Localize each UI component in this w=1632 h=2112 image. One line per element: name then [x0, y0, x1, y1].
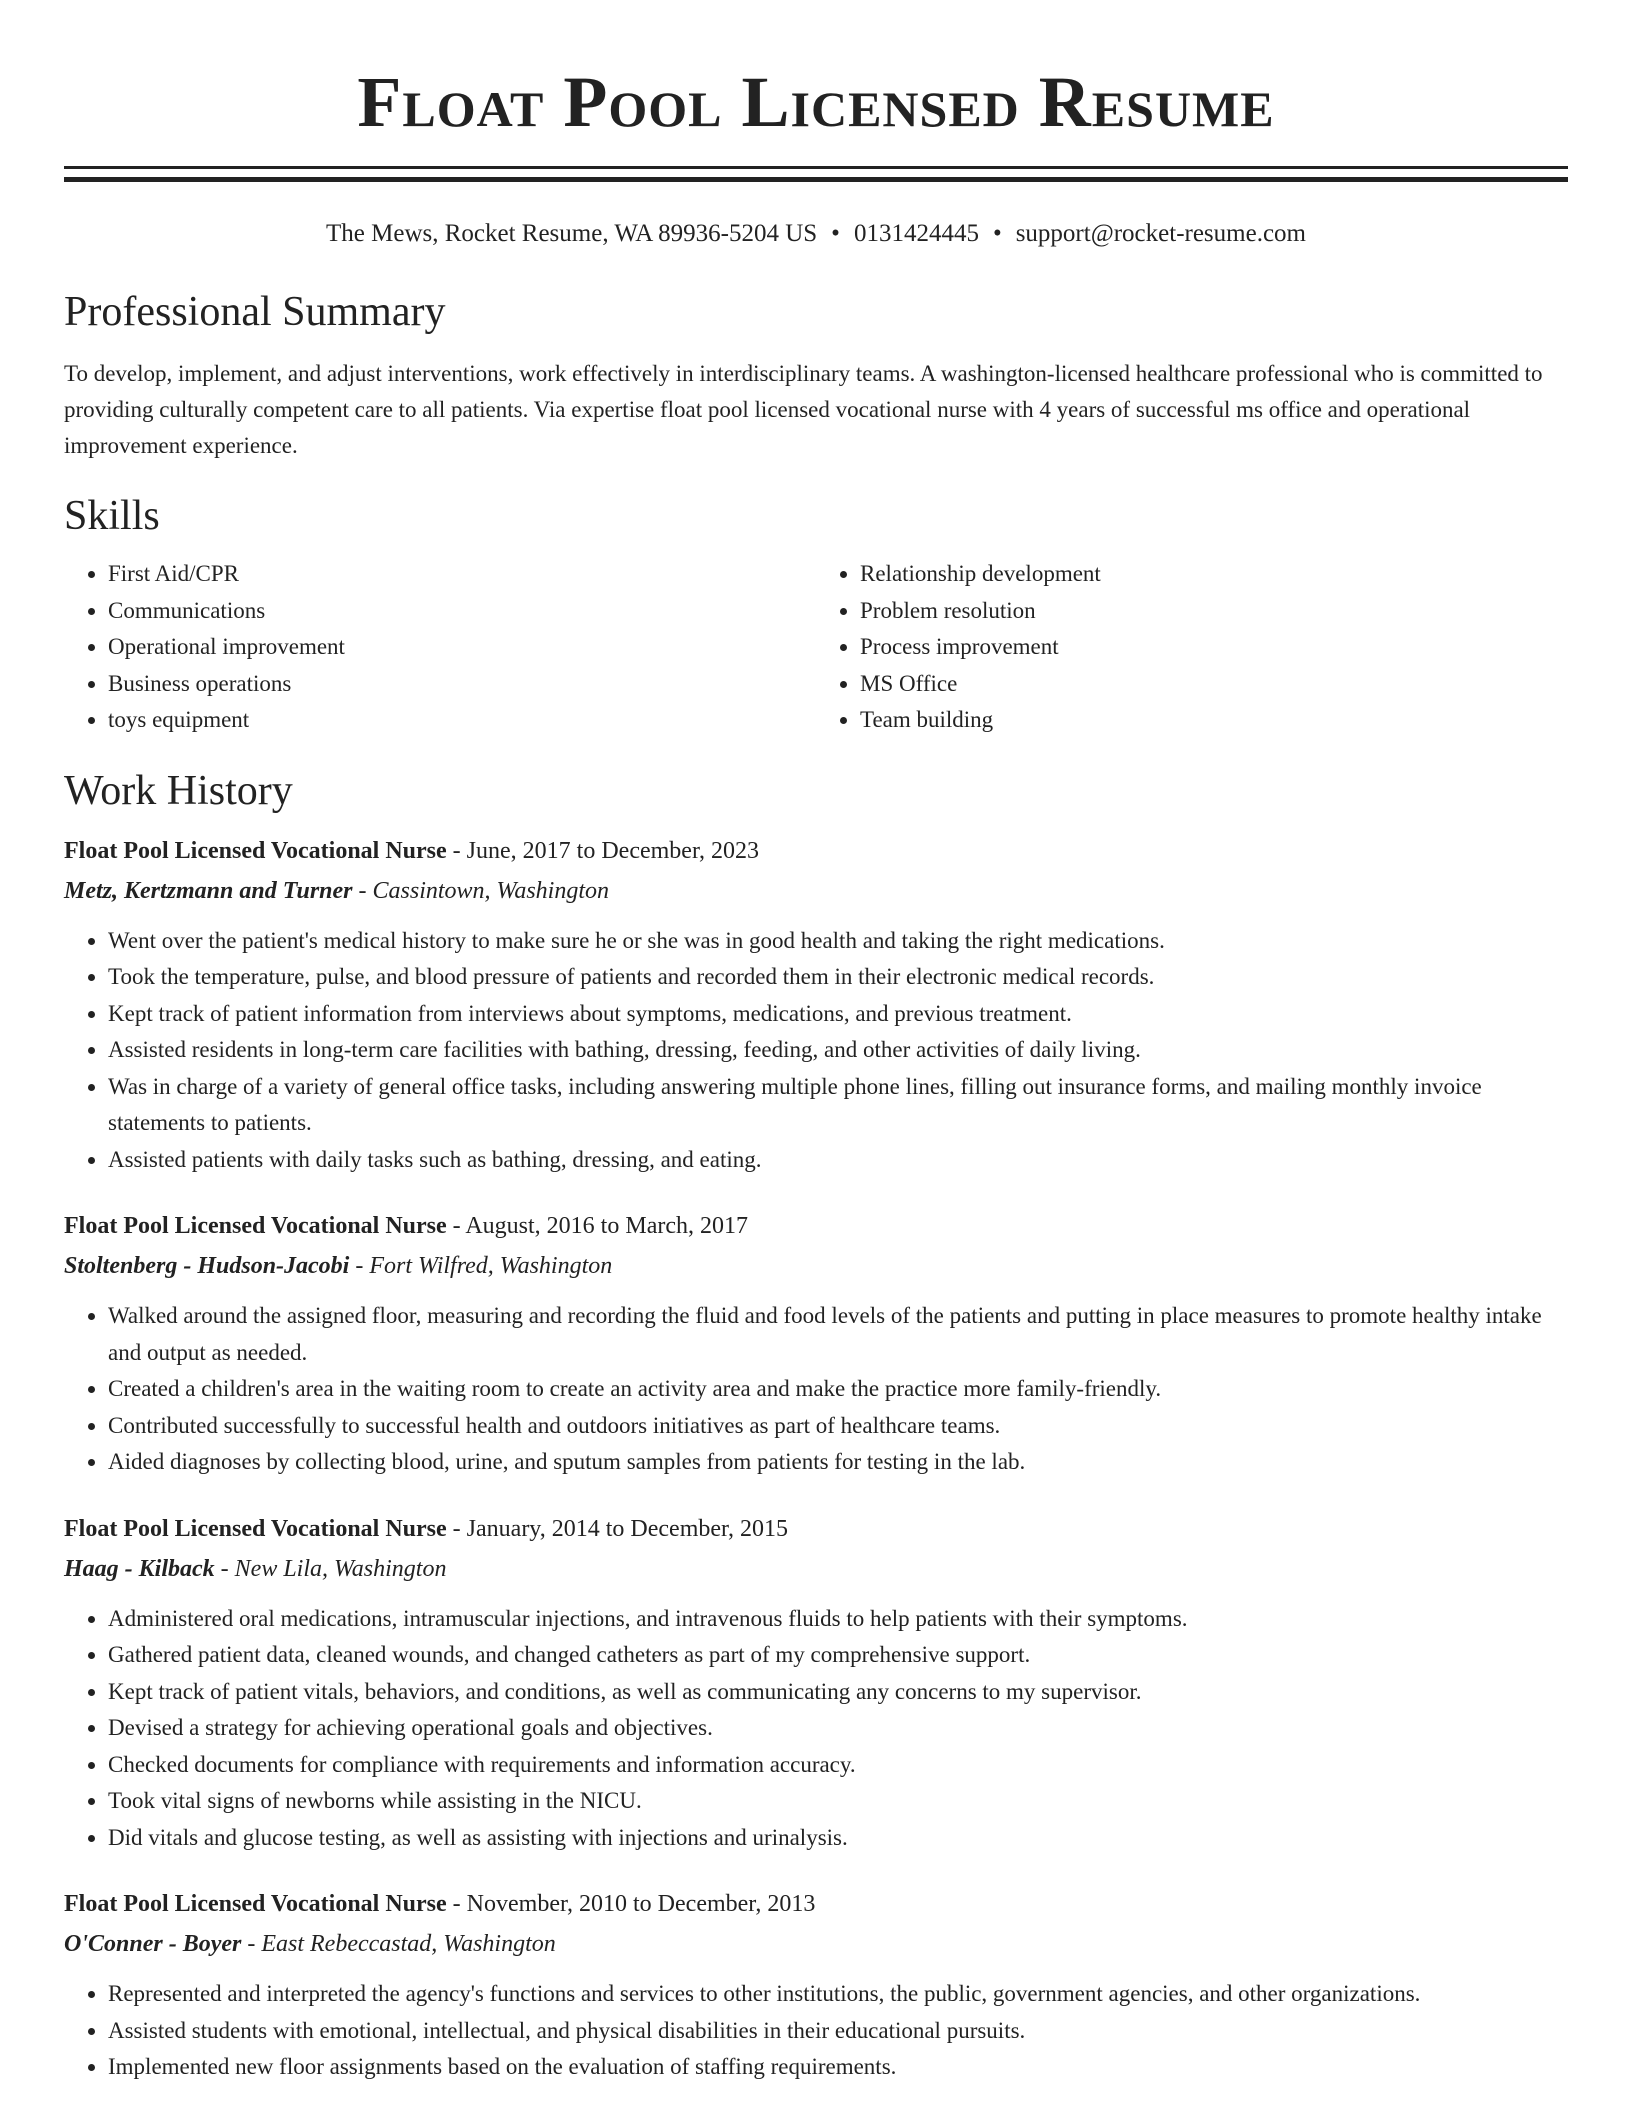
duty-item: • Took vital signs of newborns while assisting in the NICU.: [108, 1783, 1568, 1820]
company-name: O'Conner - Boyer: [64, 1931, 242, 1957]
job-title: Float Pool Licensed Vocational Nurse: [64, 837, 447, 864]
job-entry: [64, 1509, 1568, 1857]
duty-item: • Devised a strategy for achieving operational goals and objectives.: [108, 1710, 1568, 1747]
company-line: [64, 1246, 1568, 1286]
contact-separator: •: [992, 220, 1002, 247]
duty-item: • Assisted patients with daily tasks such as bathing, dressing, and eating.: [108, 1142, 1568, 1179]
job-entry: [64, 831, 1568, 1179]
title-divider: [64, 166, 1568, 182]
company-location: East Rebeccastad, Washington: [261, 1931, 556, 1957]
skill-item: • Operational improvement: [108, 629, 816, 666]
skill-item: • Relationship development: [860, 556, 1568, 593]
job-dash: -: [446, 1891, 467, 1917]
contact-line: [64, 218, 1568, 250]
job-dash: -: [446, 1515, 467, 1542]
job-entry: [64, 1884, 1568, 2086]
job-dash: -: [446, 837, 467, 864]
duty-item: • Gathered patient data, cleaned wounds, and changed catheters as part of my comprehensive support.: [108, 1637, 1568, 1674]
skill-item: • Team building: [860, 702, 1568, 739]
company-name: Metz, Kertzmann and Turner: [64, 877, 353, 904]
company-line: [64, 1924, 1568, 1964]
duty-item: • Represented and interpreted the agency's functions and services to other institutions, the public, government agencies, and other organizations.: [108, 1976, 1568, 2013]
contact-separator: •: [831, 220, 840, 247]
company-name: Stoltenberg - Hudson-Jacobi: [64, 1253, 350, 1279]
company-location: New Lila, Washington: [234, 1555, 447, 1582]
job-dates: August, 2016 to March, 2017: [465, 1213, 748, 1239]
skill-item: • toys equipment: [108, 702, 816, 739]
company-line: [64, 1549, 1568, 1589]
skills-columns: [64, 556, 1568, 739]
company-line: [64, 871, 1568, 911]
skills-list-right: [816, 556, 1568, 739]
skill-item: • Problem resolution: [860, 593, 1568, 630]
skill-item: • Communications: [108, 593, 816, 630]
contact-address: The Mews, Rocket Resume, WA 89936-5204 US: [326, 220, 818, 247]
job-title: Float Pool Licensed Vocational Nurse: [64, 1515, 447, 1542]
contact-phone: 0131424445: [853, 220, 979, 247]
duty-item: • Walked around the assigned floor, measuring and recording the fluid and food levels of the patients and putting in place measures to promote healthy intake and output as needed.: [108, 1298, 1568, 1371]
duty-item: • Contributed successfully to successful health and outdoors initiatives as part of healthcare teams.: [108, 1408, 1568, 1445]
job-title-line: [64, 831, 1568, 871]
contact-email: support@rocket-resume.com: [1015, 220, 1306, 247]
duty-item: • Kept track of patient information from interviews about symptoms, medications, and previous treatment.: [108, 996, 1568, 1033]
duty-list: [64, 923, 1568, 1179]
duty-item: • Was in charge of a variety of general office tasks, including answering multiple phone lines, filling out insurance forms, and mailing monthly invoice statements to patients.: [108, 1069, 1568, 1142]
duty-item: • Assisted students with emotional, intellectual, and physical disabilities in their educational pursuits.: [108, 2013, 1568, 2050]
company-dash: -: [352, 877, 373, 904]
skill-item: • MS Office: [860, 666, 1568, 703]
duty-list: [64, 1298, 1568, 1481]
duty-item: • Kept track of patient vitals, behaviors, and conditions, as well as communicating any concerns to my supervisor.: [108, 1674, 1568, 1711]
duty-item: • Took the temperature, pulse, and blood pressure of patients and recorded them in their electronic medical records.: [108, 959, 1568, 996]
job-title-line: [64, 1884, 1568, 1924]
duty-item: • Administered oral medications, intramuscular injections, and intravenous fluids to help patients with their symptoms.: [108, 1601, 1568, 1638]
duty-item: • Aided diagnoses by collecting blood, urine, and sputum samples from patients for testing in the lab.: [108, 1444, 1568, 1481]
company-dash: -: [349, 1253, 370, 1279]
skill-item: • Process improvement: [860, 629, 1568, 666]
duty-item: • Did vitals and glucose testing, as well as assisting with injections and urinalysis.: [108, 1820, 1568, 1857]
skill-item: • First Aid/CPR: [108, 556, 816, 593]
duty-item: • Checked documents for compliance with requirements and information accuracy.: [108, 1747, 1568, 1784]
company-location: Fort Wilfred, Washington: [369, 1253, 613, 1279]
duty-list: [64, 1976, 1568, 2086]
job-dates: January, 2014 to December, 2015: [466, 1515, 789, 1542]
skill-item: • Business operations: [108, 666, 816, 703]
job-dash: -: [446, 1213, 466, 1239]
skills-list-left: [64, 556, 816, 739]
job-title-line: [64, 1206, 1568, 1246]
company-name: Haag - Kilback: [64, 1555, 215, 1582]
summary-heading: Professional Summary: [64, 289, 446, 335]
duty-item: • Created a children's area in the waiting room to create an activity area and make the practice more family-friendly.: [108, 1371, 1568, 1408]
duty-item: • Went over the patient's medical history to make sure he or she was in good health and taking the right medications.: [108, 923, 1568, 960]
work-history-heading: Work History: [64, 767, 293, 814]
job-entry: [64, 1206, 1568, 1481]
skills-heading: Skills: [64, 493, 160, 539]
job-title: Float Pool Licensed Vocational Nurse: [64, 1213, 447, 1239]
duty-list: [64, 1601, 1568, 1857]
job-dates: November, 2010 to December, 2013: [466, 1891, 816, 1917]
duty-item: • Assisted residents in long-term care facilities with bathing, dressing, feeding, and other activities of daily living.: [108, 1032, 1568, 1069]
duty-item: • Implemented new floor assignments based on the evaluation of staffing requirements.: [108, 2049, 1568, 2086]
summary-text: To develop, implement, and adjust interventions, work effectively in interdisciplinary teams. A washington-licensed healthcare professional who is committed to providing culturally competent care to all patients. Via expertise float pool licensed vocational nurse with 4 years of successful ms office and operational improvement experience.: [64, 361, 1543, 458]
company-dash: -: [214, 1555, 235, 1582]
company-location: Cassintown, Washington: [372, 877, 610, 904]
company-dash: -: [241, 1931, 262, 1957]
job-dates: June, 2017 to December, 2023: [466, 837, 759, 864]
job-title-line: [64, 1509, 1568, 1549]
resume-title: Float Pool Licensed Resume: [357, 62, 1275, 142]
job-title: Float Pool Licensed Vocational Nurse: [64, 1891, 447, 1917]
